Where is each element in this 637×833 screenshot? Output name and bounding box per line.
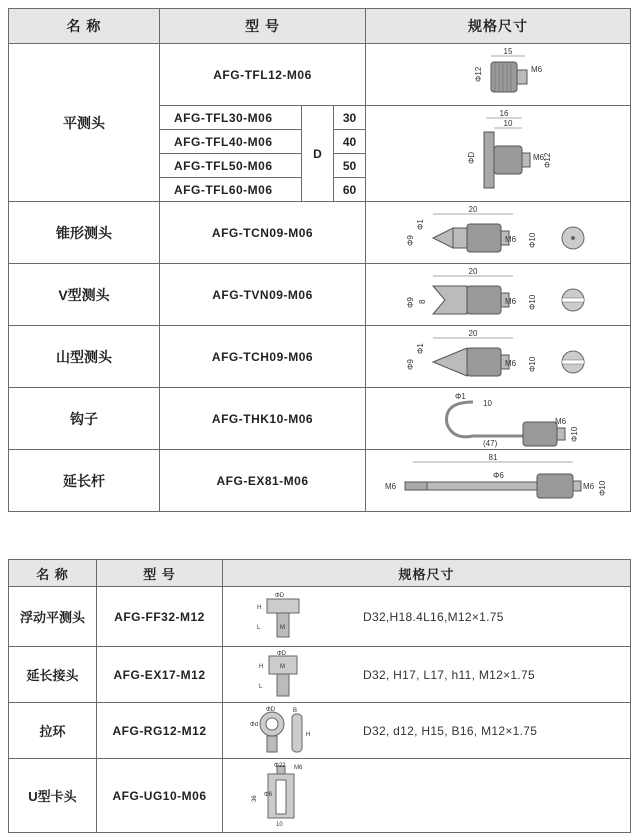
dimension-drawing [366,44,631,106]
dim-label: M6 [505,358,517,368]
header-model: 型 号 [97,560,223,587]
product-drawing [253,650,313,700]
table-row [9,587,631,647]
dim-label: M [280,624,285,631]
product-name: 延长接头 [9,647,97,703]
model-number: AFG-EX81-M06 [160,450,366,512]
model-number: AFG-TCN09-M06 [160,202,366,264]
model-number: AFG-EX17-M12 [97,647,223,703]
dimension-drawing [366,202,631,264]
dim-label: M6 [583,481,595,491]
spec-table-2 [8,559,631,833]
model-number: AFG-TFL50-M06 [160,154,302,178]
product-name: 浮动平测头 [9,587,97,647]
model-number: AFG-FF32-M12 [97,587,223,647]
product-drawing [248,762,318,830]
product-name: 平测头 [9,44,160,202]
product-name: 延长杆 [9,450,160,512]
dim-label: 20 [468,204,478,214]
spec-table-1 [8,8,631,512]
product-drawing [253,591,313,643]
table-row [9,450,631,512]
model-number: AFG-THK10-M06 [160,388,366,450]
spec-text: D32,H18.4L16,M12×1.75 [363,609,504,624]
product-name: V型测头 [9,264,160,326]
spec-text: D32, H17, L17, h11, M12×1.75 [363,667,535,682]
dim-label: B [293,707,298,714]
dim-label: L [259,683,263,690]
model-number: AFG-TVN09-M06 [160,264,366,326]
dim-label: (47) [483,438,498,448]
dim-label: 36 [252,794,258,802]
dim-label: 20 [468,328,478,338]
product-drawing [248,706,318,756]
dim-label: Φ1 [416,218,426,230]
header-name: 名 称 [9,560,97,587]
dim-label: 20 [468,266,478,276]
dimension-drawing [366,450,631,512]
dim-label: 81 [488,452,498,462]
dim-label: Φ10 [528,356,538,372]
dim-label: M6 [533,152,545,162]
dim-label: Φ1 [455,391,466,401]
spec-cell [223,647,631,703]
table-row [9,326,631,388]
dim-label: H [259,663,264,670]
table-row [9,388,631,450]
table-row [9,202,631,264]
dimension-drawing [366,264,631,326]
dim-label: Φ6 [493,470,504,480]
d-value: 60 [334,178,366,202]
dimension-drawing [366,326,631,388]
dim-label: M6 [531,64,543,74]
model-number: AFG-TFL40-M06 [160,130,302,154]
dim-label: M6 [294,764,303,771]
dim-label: Φd [250,721,259,728]
dim-label: ΦD [275,592,285,599]
header-model: 型 号 [160,9,366,44]
dim-label: H [257,604,262,611]
spec-cell [223,587,631,647]
dim-label: Φ9 [406,234,416,246]
model-number: AFG-TFL30-M06 [160,106,302,130]
d-value: 50 [334,154,366,178]
spec-cell [223,703,631,759]
dim-label: Φ10 [528,232,538,248]
product-name: 钩子 [9,388,160,450]
dimension-drawing [366,106,631,202]
dim-label: ΦD [266,706,276,713]
dim-label: 15 [503,46,513,56]
dim-label: Φ10 [528,294,538,310]
dim-label: M6 [385,481,397,491]
model-number: AFG-TFL60-M06 [160,178,302,202]
table-row [9,264,631,326]
dim-label: 8 [418,299,428,304]
dimension-drawing [366,388,631,450]
dim-label: Φ9 [406,358,416,370]
dim-label: ΦD [467,151,477,164]
dim-label: Φ22 [274,762,286,769]
table-row [9,759,631,833]
dim-label: M6 [505,296,517,306]
table-header-row [9,560,631,587]
dim-label: 16 [499,108,509,118]
model-number: AFG-UG10-M06 [97,759,223,833]
dim-label: M6 [505,234,517,244]
dim-label: ΦD [277,650,287,657]
dim-label: 10 [483,398,492,408]
dim-label: M6 [555,416,567,426]
d-value: 40 [334,130,366,154]
table-row [9,647,631,703]
model-number: AFG-TCH09-M06 [160,326,366,388]
d-label: D [302,106,334,202]
product-name: 拉环 [9,703,97,759]
table-row [9,44,631,106]
spec-text: D32, d12, H15, B16, M12×1.75 [363,723,538,738]
dim-label: Φ12 [474,66,484,82]
header-name: 名 称 [9,9,160,44]
dim-label: L [257,624,261,631]
table-row [9,703,631,759]
dim-label: M [280,663,285,670]
product-name: 山型测头 [9,326,160,388]
table-header-row [9,9,631,44]
header-spec: 规格尺寸 [366,9,631,44]
model-number: AFG-RG12-M12 [97,703,223,759]
dim-label: 10 [276,821,283,828]
dim-label: Φ10 [598,480,608,496]
header-spec: 规格尺寸 [223,560,631,587]
dim-label: Φ1 [416,342,426,354]
dim-label: Φ6 [264,791,273,798]
spec-cell [223,759,631,833]
dim-label: Φ12 [543,152,553,168]
model-number: AFG-TFL12-M06 [160,44,366,106]
product-name: U型卡头 [9,759,97,833]
product-name: 锥形测头 [9,202,160,264]
dim-label: H [306,731,311,738]
dim-label: 10 [503,118,513,128]
dim-label: Φ10 [570,426,580,442]
d-value: 30 [334,106,366,130]
dim-label: Φ9 [406,296,416,308]
